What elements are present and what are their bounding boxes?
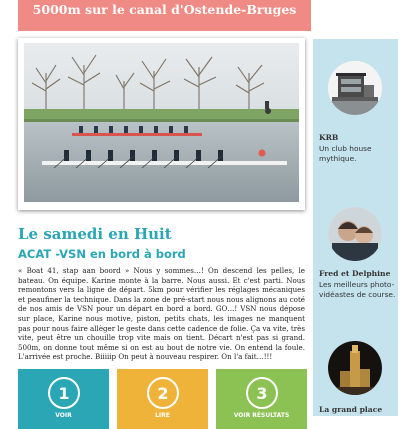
- sidebar-title-grand-place: La grand place: [319, 405, 383, 414]
- step-label-1: VOIR: [55, 412, 72, 419]
- step-buttons: [18, 369, 307, 419]
- step-number-2: 2: [147, 377, 179, 409]
- sidebar-title-krb: KRB: [319, 133, 339, 142]
- banner-title: 5000m sur le canal d'Ostende-Bruges: [32, 2, 297, 17]
- step-number-1: 1: [48, 377, 80, 409]
- clubhouse-avatar: [328, 61, 382, 115]
- grand-place-avatar: [328, 341, 382, 395]
- rowing-photo-image: [24, 43, 299, 202]
- step-button-1[interactable]: [18, 369, 109, 429]
- step-label-2: LIRE: [155, 412, 170, 419]
- step-label-3: VOIR RÉSULTATS: [233, 412, 290, 419]
- photographers-avatar: [328, 207, 382, 261]
- step-button-3[interactable]: [216, 369, 307, 429]
- step-button-2[interactable]: [117, 369, 208, 429]
- article-subheading: ACAT -VSN en bord à bord: [18, 247, 186, 261]
- sidebar-title-photographers: Fred et Delphine: [319, 269, 391, 278]
- rowing-photo: [18, 38, 305, 210]
- article-body: « Boat 41, stap aan boord » Nous y sommes…! On descend les pelles, le bateau. On équipe. Karine monte à la barre. Nous aussi. Et c'est parti. Nous remontons vers la ligne de départ. 5km pour vérifier les réglages mécaniques et peaufiner la technique. Dans la zone de pré-start nous nous alignons au coté de nos amis de VSN pour un départ en bord a bord. GO…! VSN nous dépose sur place, Karine nous motive, piston, petits chats, les images ne manquent pas pour nous faire allèger le geste dans cette cadence de folie. Ça va vite, très vite, peut être un chouille trop vite mais on tient. Décart n'est pas si grand. 500m, on donne tout même si on est au bout de notre vie. On entend la foule. L'arrivée est proche. Biiiiip On peut à nouveau respirer. On l'a fait…!!!: [18, 266, 305, 362]
- article-heading: Le samedi en Huit: [18, 225, 172, 243]
- header-banner: [18, 0, 311, 31]
- step-number-3: 3: [246, 377, 278, 409]
- sidebar-desc-photographers: Les meilleurs photo-vidéastes de course.: [319, 280, 396, 299]
- sidebar: [313, 39, 398, 416]
- sidebar-desc-krb: Un club house mythique.: [319, 144, 372, 163]
